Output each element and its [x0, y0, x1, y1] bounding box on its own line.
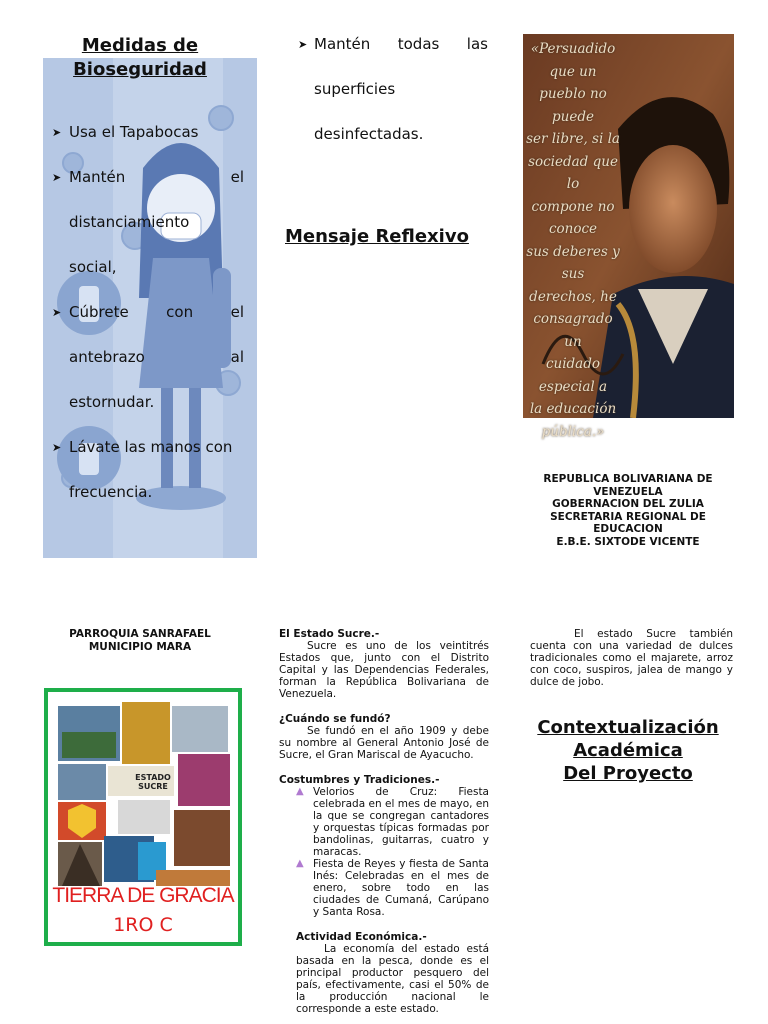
- institution-line: E.B.E. SIXTODE VICENTE: [556, 535, 700, 548]
- list-item: [279, 858, 489, 918]
- list-item: [52, 290, 244, 425]
- arrow-bullet-icon: ➤: [52, 126, 62, 139]
- bullet-icon: ▲: [296, 858, 304, 869]
- list-item: [279, 786, 489, 858]
- arrow-bullet-icon: ➤: [298, 38, 308, 51]
- surfaces-line1: [298, 22, 488, 67]
- heading-line: Del Proyecto: [563, 763, 693, 784]
- section-paragraph: Sucre es uno de los veintitrés Estados que, junto con el Distrito Capital y las Dependencias Federales, forman la República Bolivariana de Venezuela.: [279, 640, 489, 700]
- word: el: [230, 303, 244, 321]
- word: Mantén: [69, 168, 126, 186]
- list-item-line: social,: [69, 258, 117, 276]
- heading-line: Académica: [573, 740, 683, 761]
- arrow-bullet-icon: ➤: [52, 171, 62, 184]
- cover-label: ESTADO SUCRE: [135, 773, 171, 791]
- bolivar-quote: [523, 38, 623, 443]
- quote-line: ser libre, si la: [526, 131, 620, 147]
- cover-grade: 1RO C: [113, 914, 173, 936]
- biosecurity-title: [44, 34, 236, 82]
- economy-section: [279, 931, 489, 1015]
- section-title: ¿Cuándo se fundó?: [279, 713, 391, 725]
- quote-line: consagrado un: [533, 311, 613, 350]
- list-item-line: [69, 155, 244, 200]
- list-item-text: Usa el Tapabocas: [69, 123, 199, 141]
- bullet-icon: ▲: [296, 786, 304, 797]
- parish-line: PARROQUIA SANRAFAEL: [69, 628, 211, 640]
- quote-line: compone no conoce: [531, 198, 615, 237]
- word: Mantén: [314, 35, 371, 53]
- biosecurity-title-line1: Medidas de: [81, 35, 199, 56]
- word: al: [230, 348, 244, 366]
- section-title: Costumbres y Tradiciones.-: [279, 774, 440, 786]
- quote-line: pueblo no puede: [539, 86, 607, 125]
- institution-line: GOBERNACION DEL ZULIA: [552, 498, 704, 510]
- sweets-paragraph: El estado Sucre también cuenta con una variedad de dulces tradicionales como el majarete, arroz con coco, suspiros, jalea de mango y dulce de jobo.: [530, 628, 733, 688]
- list-item-line: estornudar.: [69, 393, 155, 411]
- quote-line: sus deberes y sus: [526, 243, 620, 282]
- institution-line: REPUBLICA BOLIVARIANA DE VENEZUELA: [543, 473, 713, 498]
- contextualization-heading: [528, 716, 728, 785]
- list-item-line: distanciamiento: [69, 213, 190, 231]
- word: las: [466, 35, 488, 53]
- list-item: [52, 110, 244, 155]
- sucre-cover-image: [44, 688, 242, 946]
- arrow-bullet-icon: ➤: [52, 306, 62, 319]
- heading-line: Contextualización: [537, 717, 719, 738]
- surfaces-line3: desinfectadas.: [314, 125, 424, 143]
- word: todas: [397, 35, 440, 53]
- quote-line: pública.»: [541, 423, 605, 440]
- customs-list: [279, 786, 489, 918]
- section-paragraph: La economía del estado está basada en la pesca, donde es el principal productor pesquero del país, efectivamente, casi el 50% de la producción nacional le corresponde a este estado.: [296, 943, 489, 1015]
- section-paragraph: Se fundó en el año 1909 y debe su nombre al General Antonio José de Sucre, el Gran Mariscal de Ayacucho.: [279, 725, 489, 761]
- quote-line: sociedad que lo: [528, 153, 618, 192]
- biosecurity-list: [52, 110, 244, 515]
- list-item: [52, 425, 244, 515]
- quote-line: derechos, he: [529, 288, 617, 305]
- word: Cúbrete: [69, 303, 129, 321]
- list-item: [52, 155, 244, 290]
- list-item-line: [69, 290, 244, 335]
- institution-header: [535, 473, 721, 548]
- list-item-line: frecuencia.: [69, 483, 153, 501]
- list-item-text: Velorios de Cruz: Fiesta celebrada en el mes de mayo, en la que se congregan cantadores y orquestas típicas formadas por bandolinas, guitarras, cuatro y maracas.: [313, 786, 489, 858]
- reflective-message-heading: Mensaje Reflexivo: [285, 226, 469, 247]
- list-item-line: [69, 335, 244, 380]
- surfaces-line2: superficies: [314, 80, 396, 98]
- section-title: Actividad Económica.-: [296, 931, 427, 943]
- word: el: [230, 168, 244, 186]
- word: antebrazo: [69, 348, 145, 366]
- word: con: [166, 303, 194, 321]
- parish-header: [60, 628, 220, 653]
- list-item-line: Lávate las manos con: [69, 438, 233, 456]
- institution-line: SECRETARIA REGIONAL DE EDUCACION: [550, 510, 706, 535]
- section-title: El Estado Sucre.-: [279, 628, 380, 640]
- sucre-info-column: [279, 628, 489, 1015]
- quote-line: la educación: [529, 401, 617, 417]
- parish-line: MUNICIPIO MARA: [88, 640, 192, 653]
- surfaces-bullet: [298, 22, 488, 157]
- cover-title: TIERRA DE GRACIA: [52, 884, 234, 907]
- arrow-bullet-icon: ➤: [52, 441, 62, 454]
- list-item-text: Fiesta de Reyes y fiesta de Santa Inés: Celebradas en el mes de enero, sobre todo en las ciudades de Cumaná, Carúpano y Santa Rosa.: [313, 858, 489, 918]
- quote-line: «Persuadido que un: [530, 41, 616, 80]
- biosecurity-title-line2: Bioseguridad: [73, 59, 207, 80]
- quote-line: cuidado especial a: [538, 356, 608, 395]
